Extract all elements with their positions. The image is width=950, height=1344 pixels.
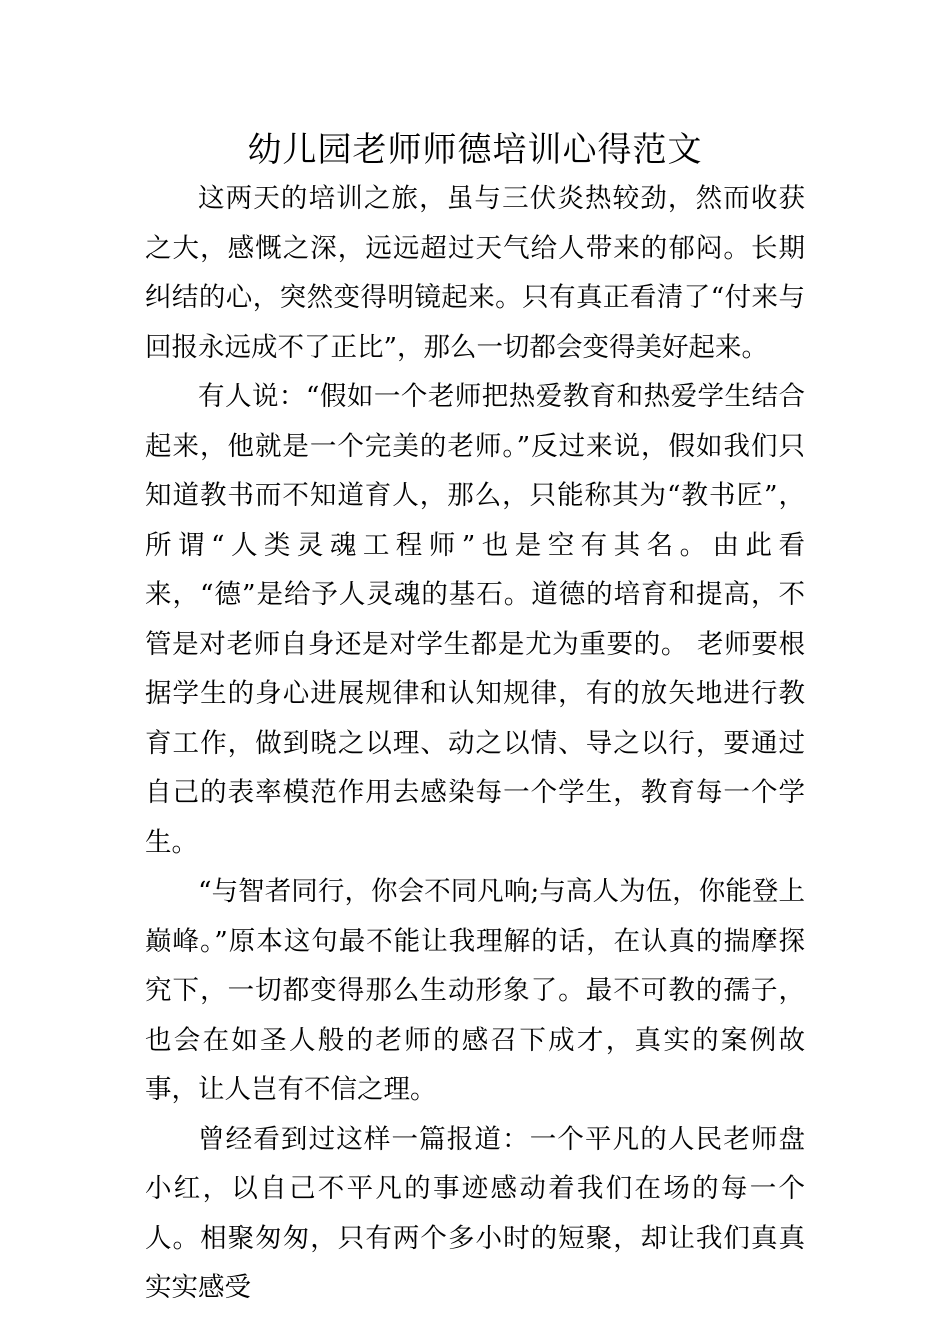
paragraph: 曾经看到过这样一篇报道：一个平凡的人民老师盘小红，以自己不平凡的事迹感动着我们在场的每一个人。相聚匆匆，只有两个多小时的短聚，却让我们真真实实感受 [145,1123,805,1303]
paragraph: 这两天的培训之旅，虽与三伏炎热较劲，然而收获之大，感慨之深，远远超过天气给人带来的郁闷。长期纠结的心，突然变得明镜起来。只有真正看清了“付来与回报永远成不了正比”，那么一切都会变得美好起来。 [145,183,805,363]
paragraph: 有人说：“假如一个老师把热爱教育和热爱学生结合起来，他就是一个完美的老师。”反过来说，假如我们只知道教书而不知道育人，那么，只能称其为“教书匠”，所谓“人类灵魂工程师”也是空有其名。由此看来，“德”是给予人灵魂的基石。道德的培育和提高，不管是对老师自身还是对学生都是尤为重要的。 老师要根据学生的身心进展规律和认知规律，有的放矢地进行教育工作，做到晓之以理、动之以情、导之以行，要通过自己的表率模范作用去感染每一个学生，教育每一个学生。 [145,381,805,858]
document-title: 幼儿园老师师德培训心得范文 [247,130,703,170]
paragraph: “与智者同行，你会不同凡响;与高人为伍，你能登上巅峰。”原本这句最不能让我理解的话，在认真的揣摩探究下，一切都变得那么生动形象了。最不可教的孺子，也会在如圣人般的老师的感召下成才，真实的案例故事，让人岂有不信之理。 [145,876,805,1105]
document-body [145,174,805,1313]
